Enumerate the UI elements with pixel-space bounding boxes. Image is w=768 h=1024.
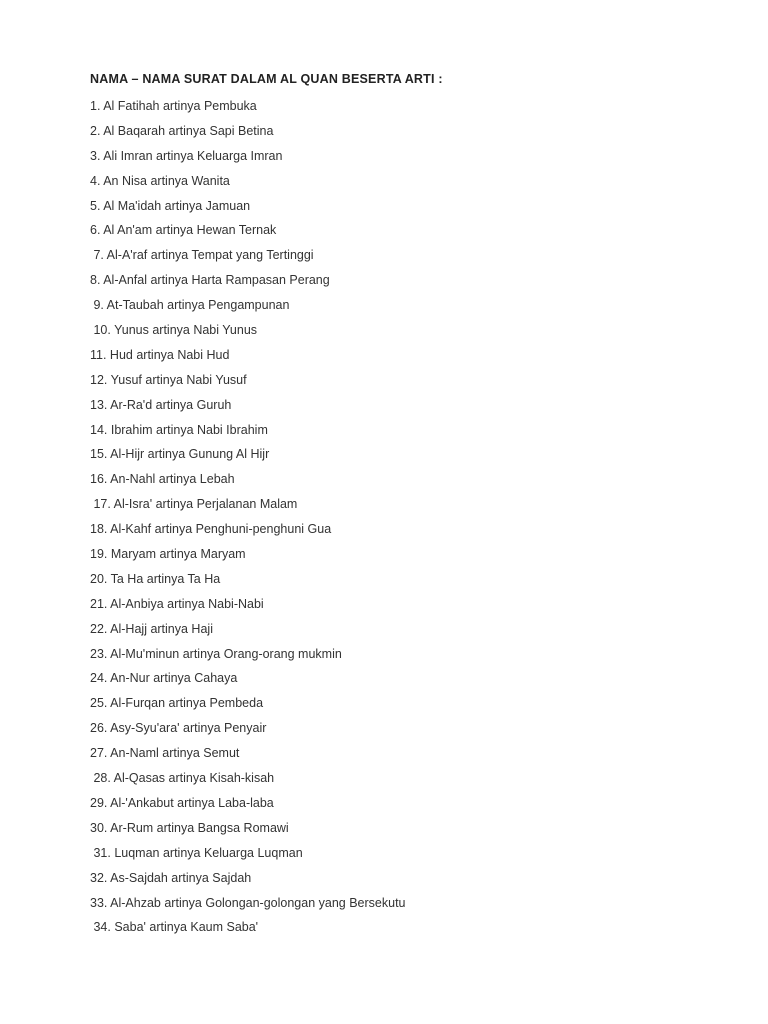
surah-list-item: 13. Ar-Ra'd artinya Guruh xyxy=(90,397,232,412)
surah-list-item: 32. As-Sajdah artinya Sajdah xyxy=(90,870,252,885)
surah-list-item: 11. Hud artinya Nabi Hud xyxy=(90,347,230,362)
surah-list-item: 5. Al Ma'idah artinya Jamuan xyxy=(90,198,251,213)
surah-list-item: 22. Al-Hajj artinya Haji xyxy=(90,621,213,636)
surah-list-item: 25. Al-Furqan artinya Pembeda xyxy=(90,696,264,711)
document-content xyxy=(90,70,710,940)
surah-list-item: 26. Asy-Syu'ara' artinya Penyair xyxy=(90,721,267,736)
surah-list-item: 4. An Nisa artinya Wanita xyxy=(90,173,230,188)
surah-list-item: 24. An-Nur artinya Cahaya xyxy=(90,671,238,686)
surah-list xyxy=(90,94,710,940)
surah-list-item: 9. At-Taubah artinya Pengampunan xyxy=(90,298,290,313)
surah-list-item: 15. Al-Hijr artinya Gunung Al Hijr xyxy=(90,447,270,462)
surah-list-item: 8. Al-Anfal artinya Harta Rampasan Perang xyxy=(90,273,330,288)
surah-list-item: 1. Al Fatihah artinya Pembuka xyxy=(90,99,257,113)
surah-list-item: 20. Ta Ha artinya Ta Ha xyxy=(90,571,221,586)
surah-list-item: 16. An-Nahl artinya Lebah xyxy=(90,472,235,487)
surah-list-item: 6. Al An'am artinya Hewan Ternak xyxy=(90,223,277,238)
surah-list-item: 10. Yunus artinya Nabi Yunus xyxy=(90,323,258,338)
surah-list-item: 27. An-Naml artinya Semut xyxy=(90,746,240,761)
surah-list-item: 31. Luqman artinya Keluarga Luqman xyxy=(90,845,303,860)
surah-list-item: 14. Ibrahim artinya Nabi Ibrahim xyxy=(90,422,268,437)
surah-list-item: 28. Al-Qasas artinya Kisah-kisah xyxy=(90,771,275,786)
surah-list-item: 34. Saba' artinya Kaum Saba' xyxy=(90,920,259,935)
surah-list-item: 30. Ar-Rum artinya Bangsa Romawi xyxy=(90,820,289,835)
document-title: NAMA – NAMA SURAT DALAM AL QUAN BESERTA ARTI : xyxy=(90,72,443,86)
surah-list-item: 18. Al-Kahf artinya Penghuni-penghuni Gua xyxy=(90,522,332,537)
surah-list-item: 21. Al-Anbiya artinya Nabi-Nabi xyxy=(90,596,264,611)
surah-list-item: 2. Al Baqarah artinya Sapi Betina xyxy=(90,123,274,138)
surah-list-item: 17. Al-Isra' artinya Perjalanan Malam xyxy=(90,497,298,512)
surah-list-item: 33. Al-Ahzab artinya Golongan-golongan yang Bersekutu xyxy=(90,895,406,910)
surah-list-item: 29. Al-'Ankabut artinya Laba-laba xyxy=(90,795,274,810)
surah-list-item: 12. Yusuf artinya Nabi Yusuf xyxy=(90,372,247,387)
surah-list-item: 3. Ali Imran artinya Keluarga Imran xyxy=(90,148,283,163)
surah-list-item: 23. Al-Mu'minun artinya Orang-orang mukmin xyxy=(90,646,342,661)
surah-list-item: 7. Al-A'raf artinya Tempat yang Tertinggi xyxy=(90,248,314,263)
surah-list-item: 19. Maryam artinya Maryam xyxy=(90,547,246,562)
